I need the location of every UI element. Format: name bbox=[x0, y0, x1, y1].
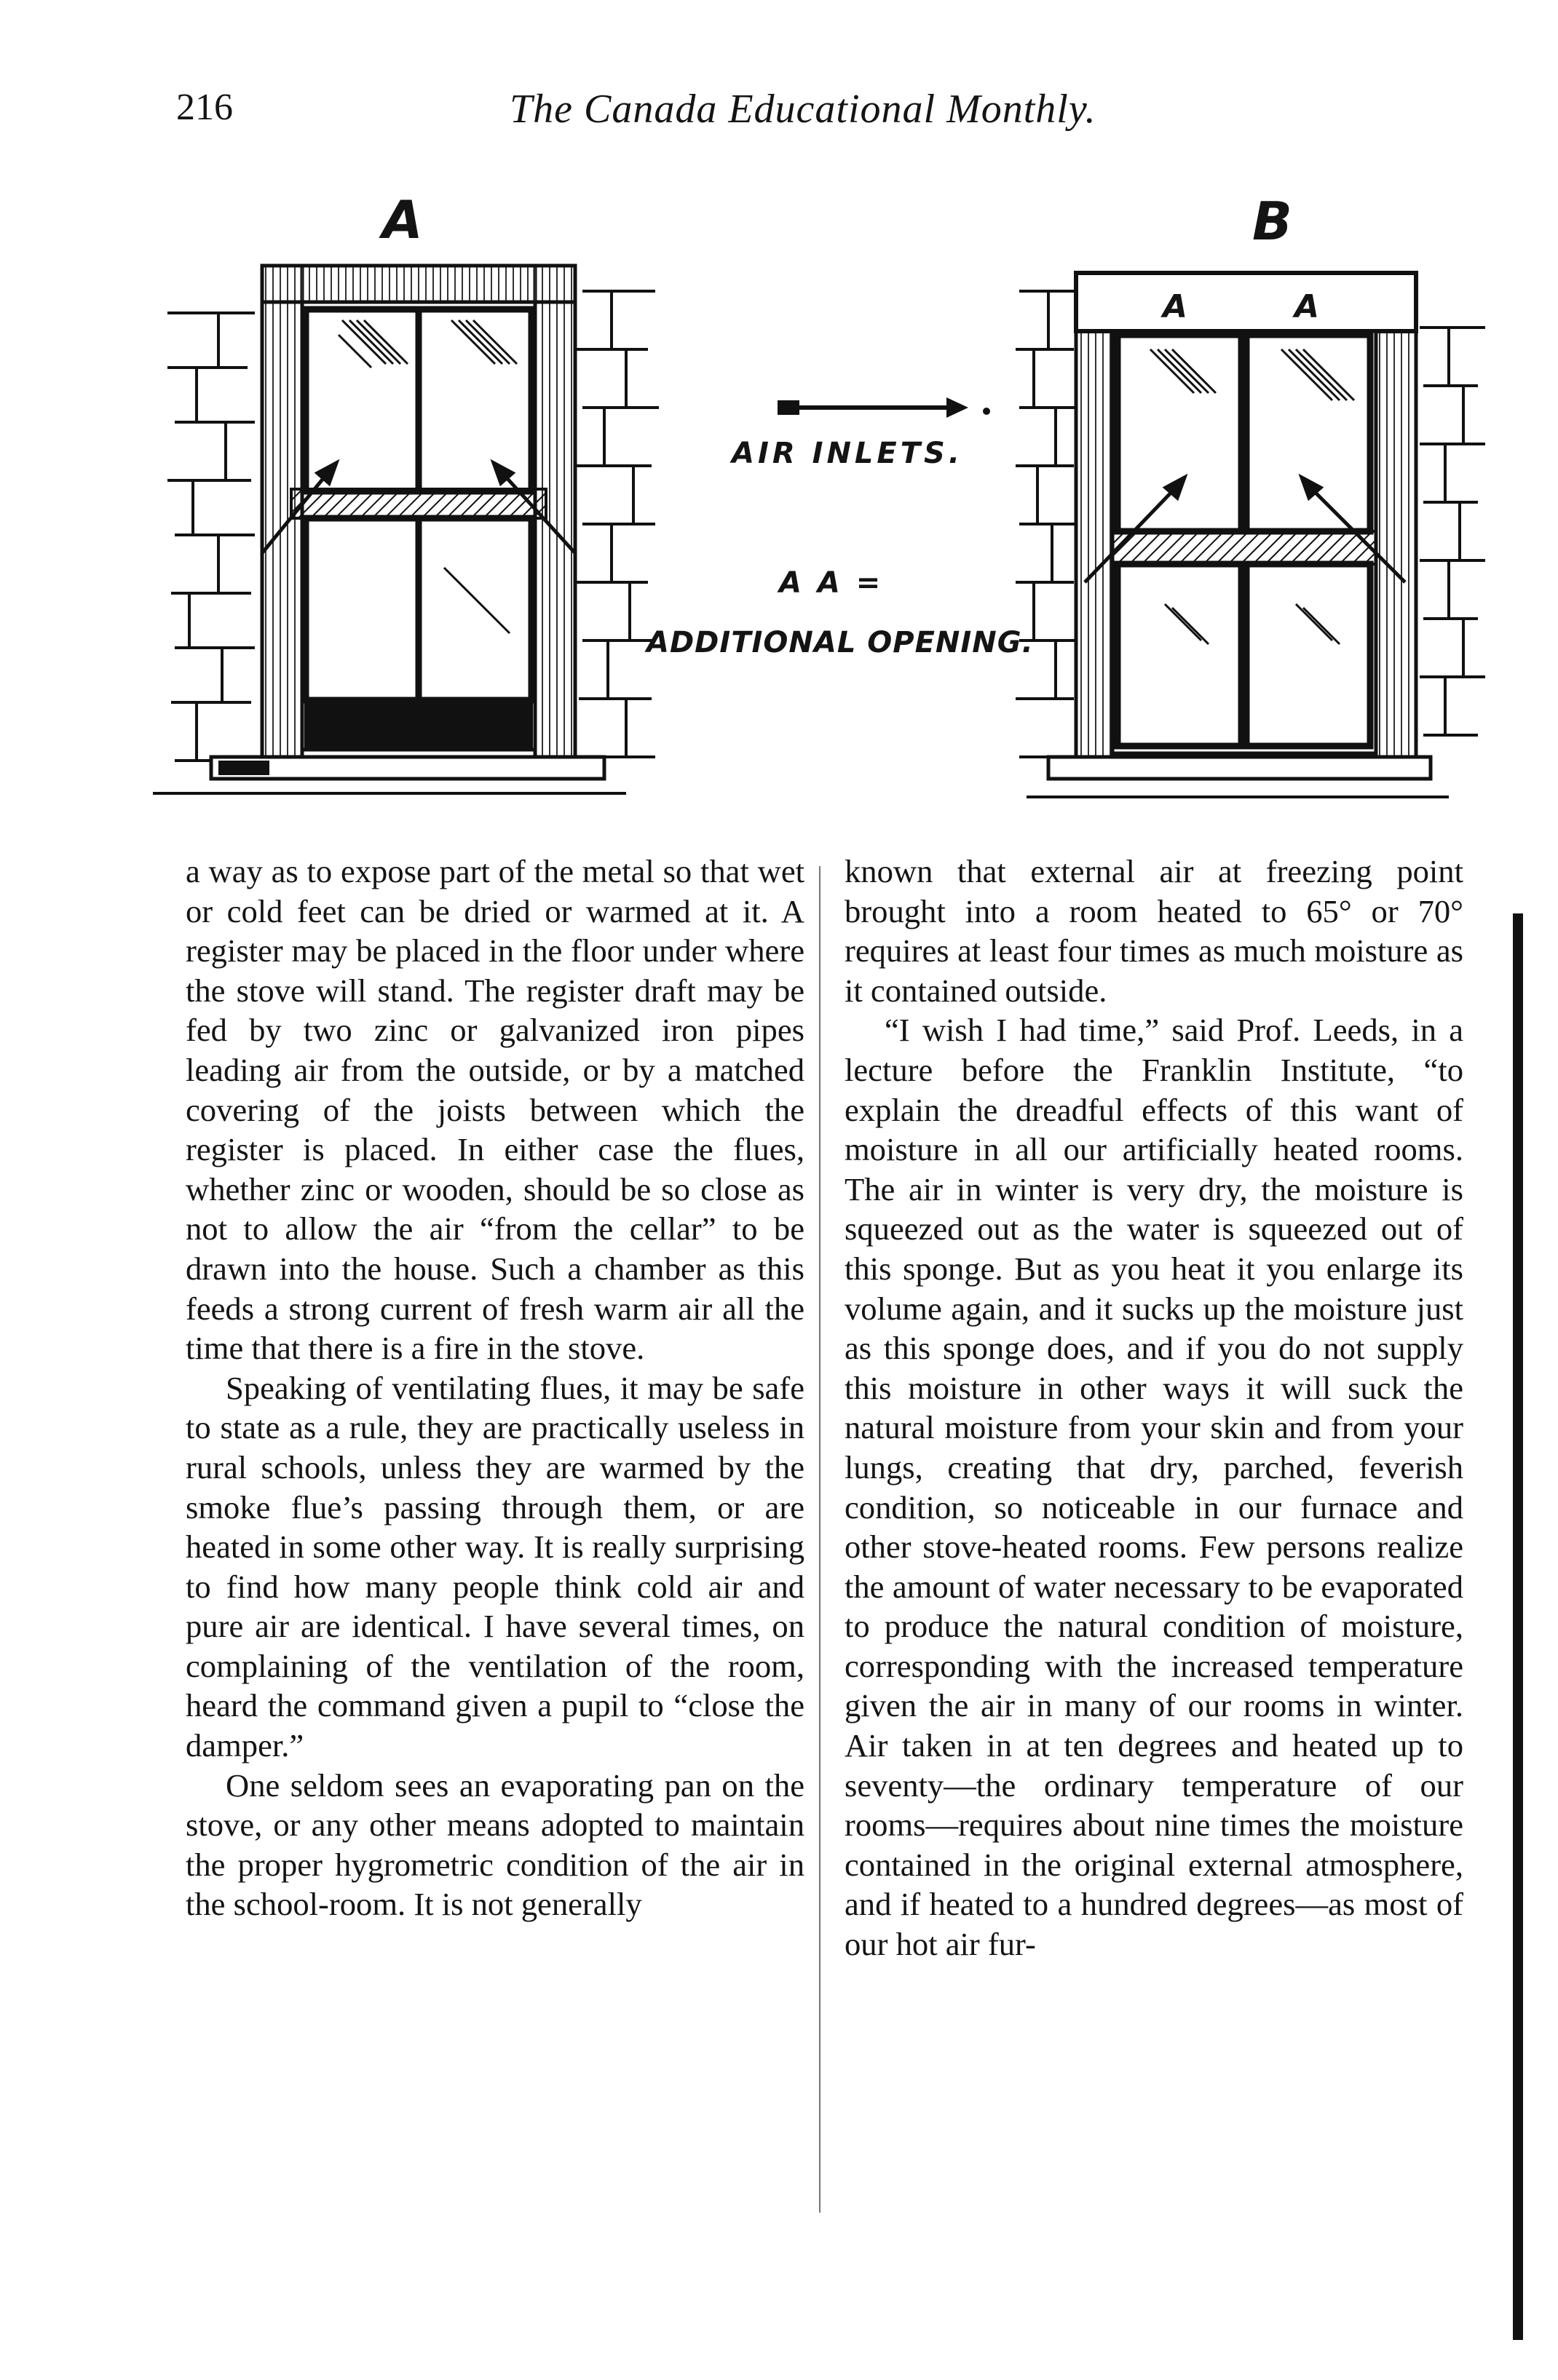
window-b-opening-label-1: A bbox=[1163, 288, 1188, 325]
window-illustrations bbox=[0, 0, 1558, 859]
additional-opening-label: ADDITIONAL OPENING. bbox=[646, 626, 1034, 659]
figure-a-label: A bbox=[382, 189, 423, 250]
paragraph: known that external air at freezing point brought into a room heated to 65° or 70° requires at least four times as much moisture as it contained outside. bbox=[845, 853, 1463, 1009]
journal-title: The Canada Educational Monthly. bbox=[510, 87, 1096, 132]
window-ventilation-figure bbox=[0, 0, 1558, 859]
window-a-bottom-opening bbox=[304, 700, 533, 751]
window-b-meeting-rail bbox=[1112, 531, 1376, 564]
aa-equals-label: A A = bbox=[779, 566, 884, 600]
window-b-opening-label-2: A bbox=[1294, 288, 1320, 325]
window-a-meeting-rail bbox=[291, 489, 546, 518]
window-a-drawing bbox=[153, 266, 659, 793]
air-inlets-label: AIR INLETS. bbox=[732, 437, 964, 470]
paragraph: One seldom sees an evaporating pan on the stove, or any other means adopted to maintain the proper hygrometric condition of the air in the school-room. It is not generally bbox=[186, 1766, 804, 1923]
figure-b-label: B bbox=[1252, 191, 1292, 252]
page-edge-shadow bbox=[1513, 913, 1523, 2340]
paragraph: Speaking of ventilating flues, it may be safe to state as a rule, they are practically useless in rural schools, unless they are warmed by the smoke flue’s passing through them, or are heated in some other way. It is really surprising to find how many people think cold air and pure air are identical. I have several times, on complaining of the ventilation of the room, heard the command given a pupil to “close the damper.” bbox=[186, 1369, 804, 1764]
paragraph: a way as to expose part of the metal so that wet or cold feet can be dried or warmed at it. A register may be placed in the floor under where the stove will stand. The register draft may be fed by two zinc or galvanized iron pipes leading air from the outside, or by a matched covering of the joists between which the register is placed. In either case the flues, whether zinc or wooden, should be so close as not to allow the air “from the cellar” to be drawn into the house. Such a chamber as this feeds a strong current of fresh warm air all the time that there is a fire in the stove. bbox=[186, 853, 804, 1367]
left-text-column bbox=[186, 852, 804, 1924]
window-b-drawing bbox=[1016, 273, 1485, 797]
window-a-sill bbox=[211, 757, 604, 779]
window-b-left-casing bbox=[1076, 273, 1112, 757]
right-text-column bbox=[845, 852, 1463, 1964]
paragraph: “I wish I had time,” said Prof. Leeds, in a lecture before the Franklin Institute, “to explain the dreadful effects of this want of moisture in all our artificially heated rooms. The air in winter is very dry, the moisture is squeezed out as the water is squeezed out of this sponge. But as you heat it you enlarge its volume again, and it sucks up the moisture just as this sponge does, and if you do not supply this moisture in other ways it will suck the natural moisture from your skin and from your lungs, creating that dry, parched, feverish condition, so noticeable in our furnace and other stove-heated rooms. Few persons realize the amount of water necessary to be evaporated to produce the natural condition of moisture, corresponding with the increased temperature given the air in many of our rooms in winter. Air taken in at ten degrees and heated up to seventy—the ordinary temperature of our rooms—requires about nine times the moisture contained in the original external atmosphere, and if heated to a hundred degrees—as most of our hot air fur- bbox=[845, 1012, 1463, 1963]
inlet-legend-arrow bbox=[778, 397, 990, 418]
column-divider bbox=[819, 866, 820, 2213]
window-b-right-casing bbox=[1376, 273, 1416, 757]
window-a-head bbox=[262, 266, 575, 302]
window-b-sill bbox=[1048, 757, 1431, 779]
page-number: 216 bbox=[176, 87, 233, 128]
window-b-head-additional-opening bbox=[1076, 273, 1416, 331]
